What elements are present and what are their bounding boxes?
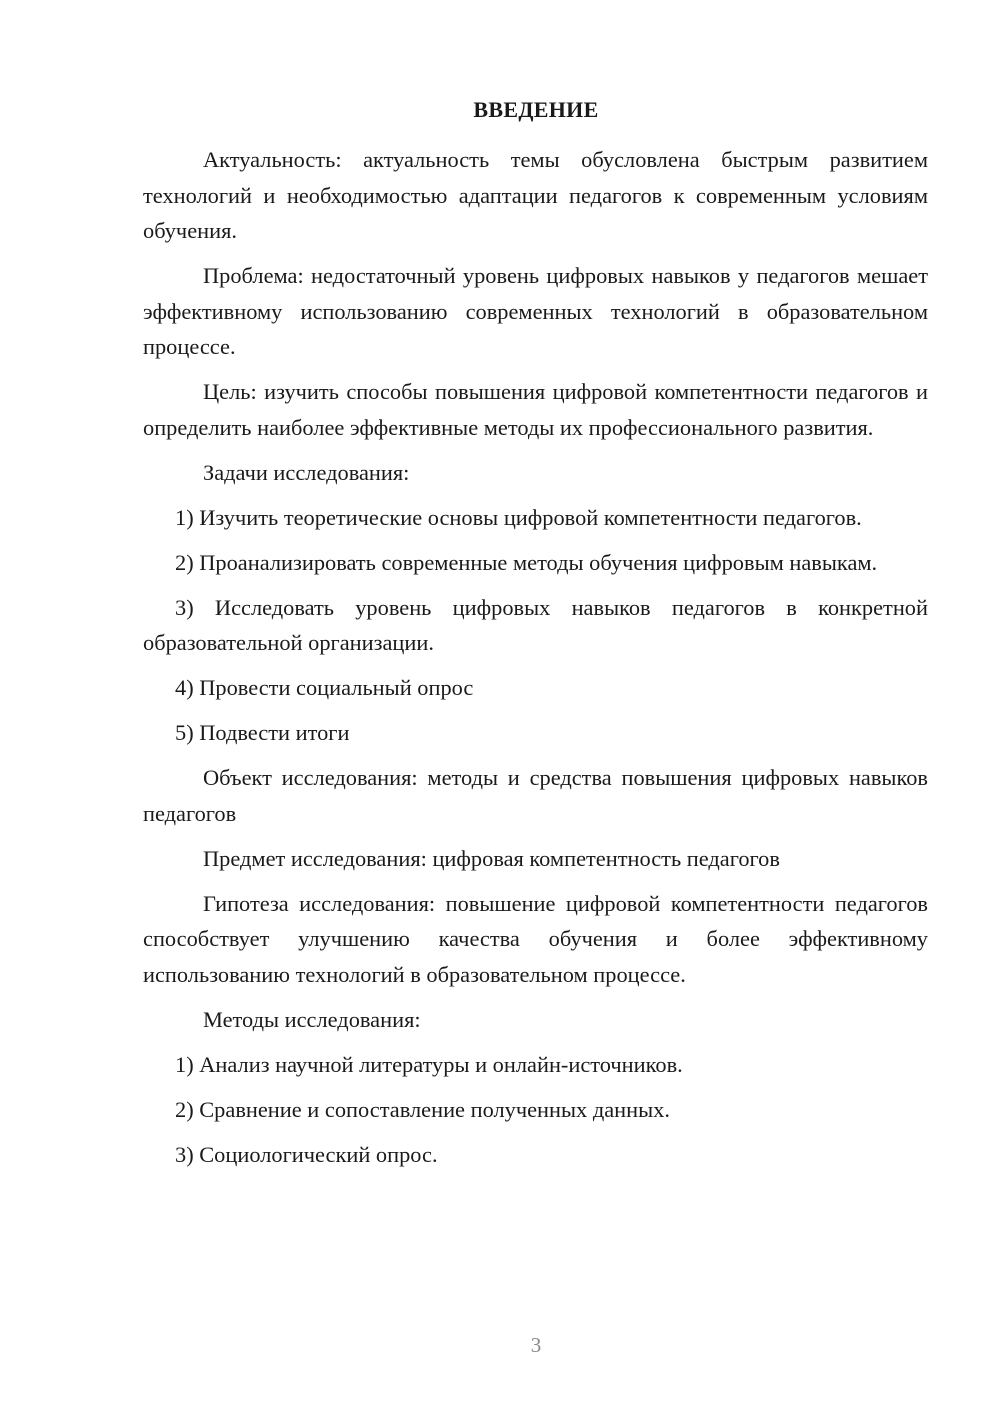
task-item-5: 5) Подвести итоги	[175, 720, 350, 745]
method-item-1: 1) Анализ научной литературы и онлайн-источников.	[175, 1051, 683, 1077]
object-paragraph: Объект исследования: методы и средства повышения цифровых навыков педагогов	[143, 765, 928, 826]
goal-paragraph: Цель: изучить способы повышения цифровой компетентности педагогов и определить наиболее эффективные методы их профессионального развития.	[143, 379, 928, 440]
task-item-2: 2) Проанализировать современные методы обучения цифровым навыкам.	[175, 549, 878, 575]
method-item-3: 3) Социологический опрос.	[175, 1141, 438, 1167]
task-item-4: 4) Провести социальный опрос	[175, 675, 474, 700]
page-title: ВВЕДЕНИЕ	[473, 97, 599, 122]
hypothesis-paragraph: Гипотеза исследования: повышение цифровой компетентности педагогов способствует улучшению качества обучения и более эффективному использованию технологий в образовательном процессе.	[143, 890, 928, 987]
page-number: 3	[530, 1333, 542, 1357]
task-item-1: 1) Изучить теоретические основы цифровой компетентности педагогов.	[175, 504, 862, 530]
document-body	[143, 142, 928, 1182]
subject-paragraph: Предмет исследования: цифровая компетентность педагогов	[203, 845, 780, 871]
methods-heading: Методы исследования:	[203, 1006, 421, 1032]
method-item-2: 2) Сравнение и сопоставление полученных данных.	[175, 1096, 670, 1122]
problem-paragraph: Проблема: недостаточный уровень цифровых навыков у педагогов мешает эффективному использованию современных технологий в образовательном процессе.	[143, 263, 928, 359]
task-item-3: 3) Исследовать уровень цифровых навыков педагогов в конкретной образовательной организации.	[143, 594, 928, 655]
relevance-paragraph: Актуальность: актуальность темы обусловлена быстрым развитием технологий и необходимостью адаптации педагогов к современным условиям обучения.	[143, 147, 928, 243]
tasks-heading: Задачи исследования:	[203, 459, 410, 485]
